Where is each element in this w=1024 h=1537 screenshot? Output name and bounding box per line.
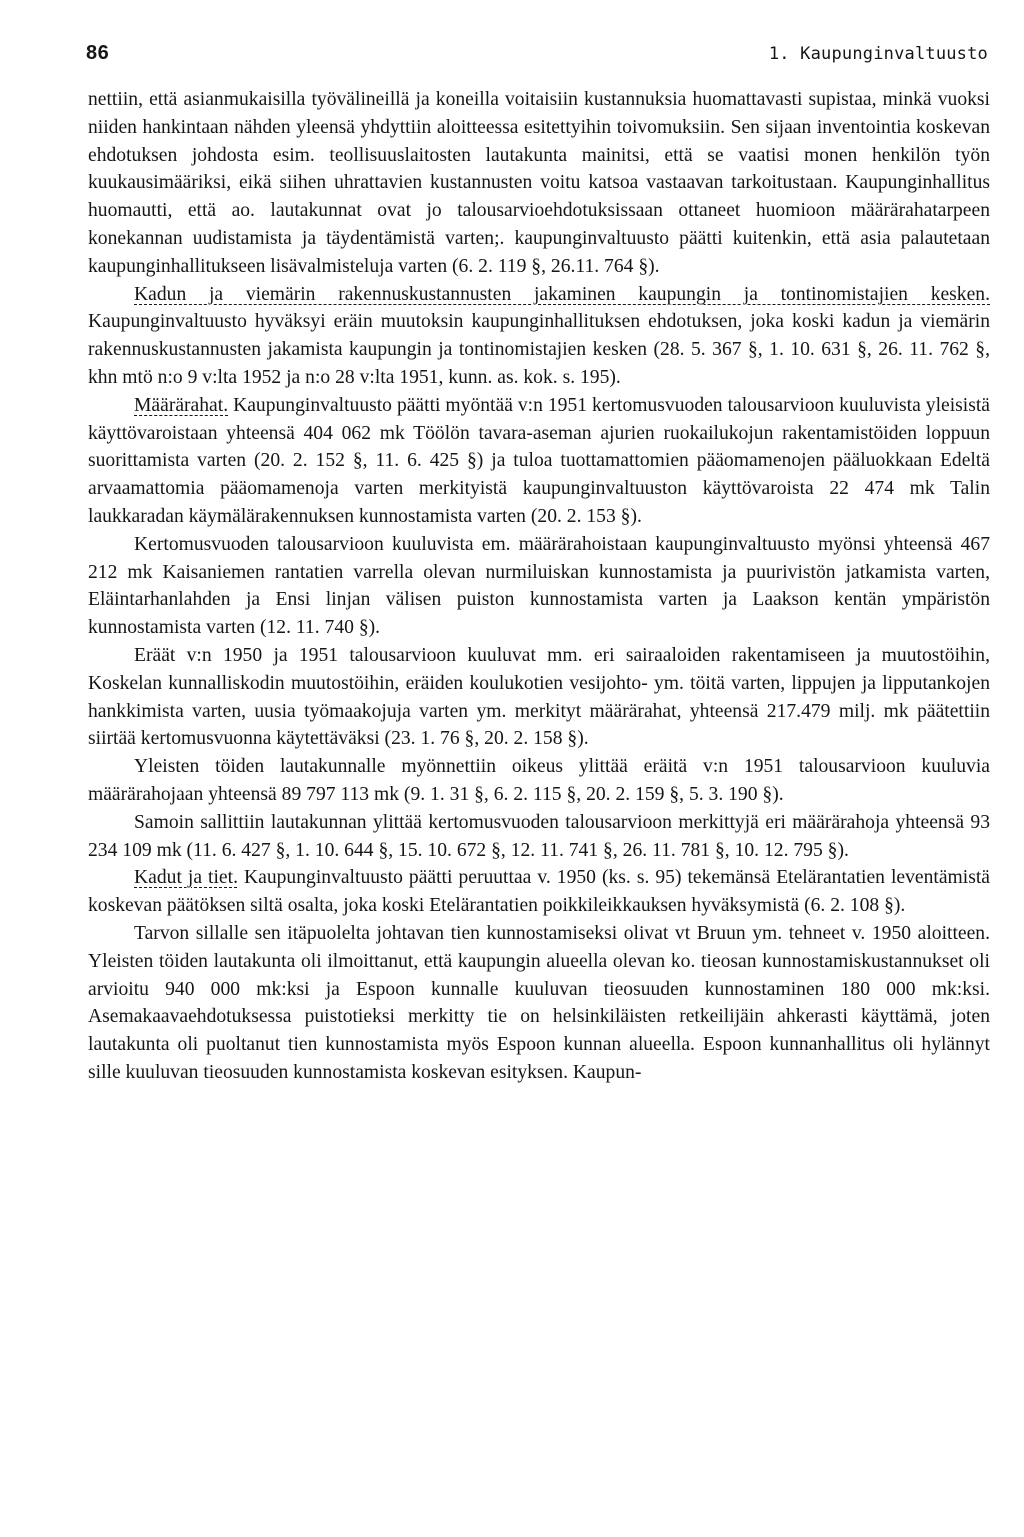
- paragraph: [88, 392, 990, 531]
- paragraph-text: Eräät v:n 1950 ja 1951 talousarvioon kuuluvat mm. eri sairaaloiden rakentamiseen ja muutostöihin, Koskelan kunnalliskodin muutostöihin, eräiden koulukotien vesijohto- ym. töitä varten, lippujen ja lipputankojen hankkimista varten, uusia työmaakojuja varten ym. merkityt määrärahat, yhteensä 217.479 milj. mk päätettiin siirtää kertomusvuonna käytettäväksi (23. 1. 76 §, 20. 2. 158 §).: [88, 644, 990, 750]
- running-head: 1. Kaupunginvaltuusto: [768, 44, 988, 64]
- paragraph: [88, 642, 990, 753]
- page-header: [86, 42, 988, 72]
- paragraph-text: nettiin, että asianmukaisilla työvälineillä ja koneilla voitaisiin kustannuksia huomattavasti supistaa, minkä vuoksi niiden hankintaan nähden yleensä yhdyttiin aloitteessa esitettyihin toivomuksiin. Sen sijaan inventointia koskevan ehdotuksen johdosta esim. teollisuuslaitosten lautakunta mainitsi, että se vaatisi monen henkilön työn kuukausimääriksi, eikä siihen uhrattavien kustannusten voitu katsoa vastaavan tarkoitustaan. Kaupunginhallitus huomautti, että ao. lautakunnat ovat jo talousarvioehdotuksissaan ottaneet huomioon määrärahatarpeen konekannan uudistamista ja täydentämistä varten;. kaupunginvaltuusto päätti kuitenkin, että asia palautetaan kaupunginhallitukseen lisävalmisteluja varten (6. 2. 119 §, 26.11. 764 §).: [88, 89, 990, 277]
- paragraph: [88, 281, 990, 392]
- section-topic: Kadun ja viemärin rakennuskustannusten jakaminen kaupungin ja tontinomistajien kesken.: [134, 283, 990, 305]
- paragraph-text: Tarvon sillalle sen itäpuolelta johtavan tien kunnostamiseksi olivat vt Bruun ym. tehneet v. 1950 aloitteen. Yleisten töiden lautakunta oli ilmoittanut, että kaupungin alueella olevan ko. tieosan kunnostamiskustannukset oli arvioitu 940 000 mk:ksi ja Espoon kunnalle kuuluvan tieosuuden kunnostaminen 180 000 mk:ksi. Asemakaavaehdotuksessa puistotieksi merkitty tie on helsinkiläisten retkeilijäin ahkerasti käyttämä, joten lautakunta oli puoltanut tien kunnostamista myös Espoon kunnan alueella. Espoon kunnanhallitus oli hylännyt sille kuuluvan tieosuuden kunnostamista koskevan esityksen. Kaupun-: [88, 922, 990, 1083]
- paragraph-text: Kaupunginvaltuusto päätti myöntää v:n 1951 kertomusvuoden talousarvioon kuuluvista yleisistä käyttövaroistaan yhteensä 404 062 mk Töölön tavara-aseman ajurien ruokailukojun rakentamistöiden loppuun suorittamista varten (20. 2. 152 §, 11. 6. 425 §) ja tuloa tuottamattomien pääomamenojen pääluokkaan Edeltä arvaamattomia pääomamenoja varten merkityistä kaupunginvaltuuston käyttövaroista 22 474 mk Talin laukkaradan käymälärakennuksen kunnostamista varten (20. 2. 153 §).: [88, 394, 990, 527]
- page-number: 86: [86, 42, 110, 64]
- paragraph: [88, 864, 990, 920]
- paragraph-text: Yleisten töiden lautakunnalle myönnettiin oikeus ylittää eräitä v:n 1951 talousarvioon kuuluvia määrärahojaan yhteensä 89 797 113 mk (9. 1. 31 §, 6. 2. 115 §, 20. 2. 159 §, 5. 3. 190 §).: [88, 756, 990, 805]
- section-topic: Määrärahat.: [134, 394, 229, 416]
- paragraph: [88, 809, 990, 865]
- paragraph: [88, 86, 990, 281]
- paragraph-text: Samoin sallittiin lautakunnan ylittää kertomusvuoden talousarvioon merkittyjä eri määrärahoja yhteensä 93 234 109 mk (11. 6. 427 §, 1. 10. 644 §, 15. 10. 672 §, 12. 11. 741 §, 26. 11. 781 §, 10. 12. 795 §).: [88, 811, 990, 861]
- paragraph: [88, 753, 990, 809]
- paragraph: [88, 531, 990, 642]
- paragraph-text: Kertomusvuoden talousarvioon kuuluvista em. määrärahoistaan kaupunginvaltuusto myönsi yhteensä 467 212 mk Kaisaniemen rantatien varrella olevan nurmiluiskan kunnostamista ja puurivistön jatkamista varten, Eläintarhanlahden ja Ensi linjan välisen puiston kunnostamista varten ja Laakson kentän ympäristön kunnostamista varten (12. 11. 740 §).: [88, 533, 990, 639]
- paragraph: [88, 920, 990, 1087]
- paragraph-text: Kaupunginvaltuusto päätti peruuttaa v. 1950 (ks. s. 95) tekemänsä Etelärantatien leventämistä koskevan päätöksen siltä osalta, joka koski Etelärantatien poikkileikkauksen hyväksymistä (6. 2. 108 §).: [88, 867, 991, 917]
- body-text: [88, 86, 990, 1087]
- section-topic: Kadut ja tiet.: [134, 867, 238, 889]
- paragraph-text: Kaupunginvaltuusto hyväksyi eräin muutoksin kaupunginhallituksen ehdotuksen, joka koski kadun ja viemärin rakennuskustannusten jakamista kaupungin ja tontinomistajien kesken (28. 5. 367 §, 1. 10. 631 §, 26. 11. 762 §, khn mtö n:o 9 v:lta 1952 ja n:o 28 v:lta 1951, kunn. as. kok. s. 195).: [88, 311, 990, 388]
